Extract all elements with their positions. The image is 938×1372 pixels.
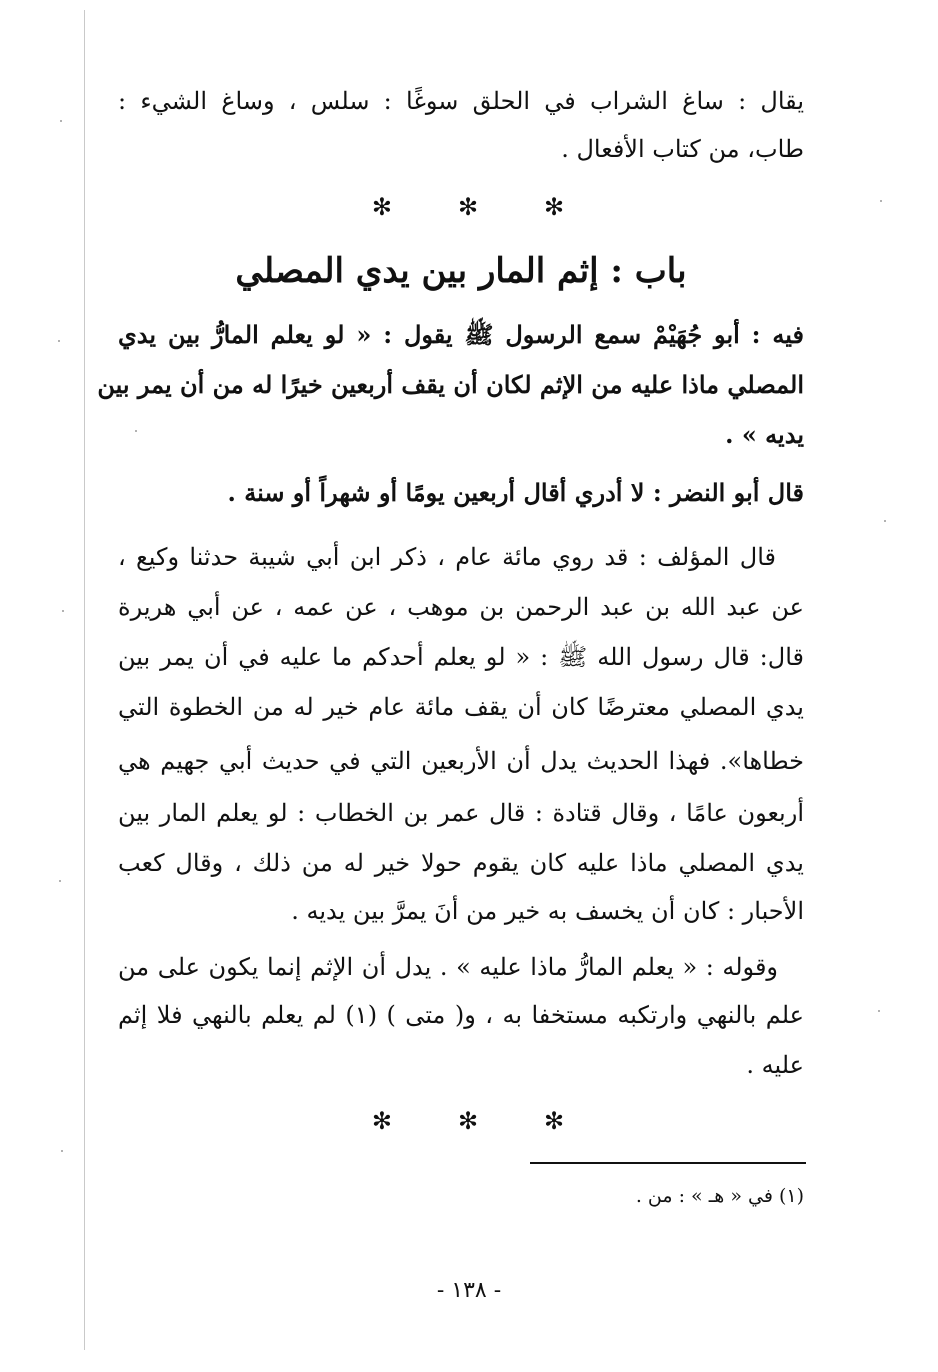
asterisk-icon: ✻: [544, 193, 567, 221]
footnote: (١) في « هـ » : من .: [635, 1185, 804, 1207]
closing-line-2: علم بالنهي وارتكبه مستخفا به ، و( متى ) (١) لم يعلم بالنهي فلا إثم: [118, 1001, 804, 1029]
commentary-line-4: يدي المصلي معترضًا كان أن يقف مائة عام خير له من الخطوة التي: [118, 693, 804, 721]
section-separator-bottom: [0, 1106, 938, 1136]
scan-speck: [59, 880, 61, 882]
asterisk-icon: ✻: [457, 193, 481, 221]
scan-speck: [58, 340, 60, 342]
commentary-line-7: يدي المصلي ماذا عليه كان يقوم حولا خير له من ذلك ، وقال كعب: [118, 849, 804, 877]
commentary-line-3: قال: قال رسول الله ﷺ : « لو يعلم أحدكم ما عليه في أن يمر بين: [118, 643, 804, 671]
commentary-line-2: عن عبد الله بن عبد الرحمن بن موهب ، عن عمه ، عن أبي هريرة: [118, 593, 804, 621]
hadith-line-1: فيه : أبو جُهَيْمْ سمع الرسول ﷺ يقول : « لو يعلم المارُّ بين يدي: [118, 320, 804, 349]
asterisk-icon: ✻: [457, 1107, 481, 1135]
commentary-line-8: الأحبار : كان أن يخسف به خير من أنَ يمرَّ بين يديه .: [291, 897, 804, 925]
scan-speck: [61, 1150, 63, 1152]
page-number: - ١٣٨ -: [436, 1278, 502, 1303]
scan-speck: [62, 610, 64, 612]
asterisk-icon: ✻: [371, 193, 394, 221]
commentary-line-1: قال المؤلف : قد روي مائة عام ، ذكر ابن أبي شيبة حدثنا وكيع ،: [118, 543, 776, 571]
scan-speck: [60, 120, 62, 122]
scan-speck: [878, 1010, 880, 1012]
closing-line-1: وقوله : « يعلم المارُّ ماذا عليه » . يدل أن الإثم إنما يكون على من: [118, 953, 778, 981]
top-paragraph-line-1: يقال : ساغ الشراب في الحلق سوغًا : سلس ، وساغ الشيء :: [118, 87, 804, 115]
scan-speck: [884, 520, 886, 522]
asterisk-icon: ✻: [544, 1107, 567, 1135]
abu-nadr-line: قال أبو النضر : لا أدري أقال أربعين يومًا أو شهراً أو سنة .: [227, 478, 804, 507]
commentary-line-5: خطاها». فهذا الحديث يدل أن الأربعين التي في حديث أبي جهيم هي: [118, 747, 804, 775]
footnote-rule: [530, 1162, 806, 1164]
chapter-heading: باب : إثم المار بين يدي المصلي: [235, 251, 687, 291]
hadith-line-3: يديه » .: [725, 420, 804, 449]
hadith-line-2: المصلي ماذا عليه من الإثم لكان أن يقف أربعين خيرًا له من أن يمر بين: [97, 370, 804, 399]
commentary-line-6: أربعون عامًا ، وقال قتادة : قال عمر بن الخطاب : لو يعلم المار بين: [118, 799, 804, 827]
top-paragraph-line-2: طاب، من كتاب الأفعال .: [561, 135, 804, 163]
section-separator-top: [0, 192, 938, 222]
asterisk-icon: ✻: [371, 1107, 394, 1135]
closing-line-3: عليه .: [746, 1051, 804, 1079]
